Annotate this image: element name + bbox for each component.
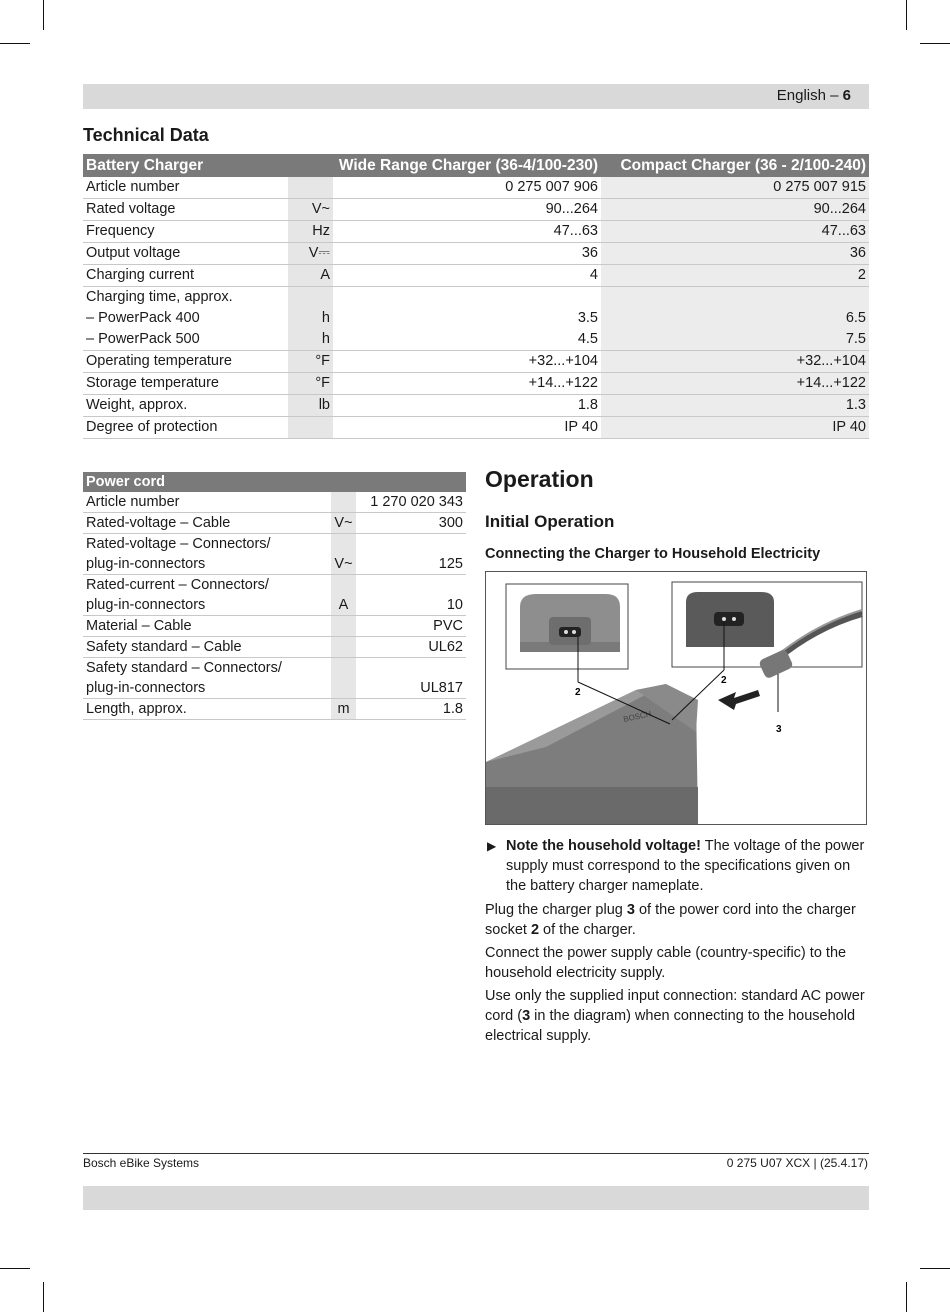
row-label: Operating temperature — [83, 351, 288, 373]
voltage-note — [485, 836, 869, 896]
row-unit: V~ — [331, 513, 356, 534]
table-row — [83, 221, 869, 243]
header-cell: Battery Charger — [83, 154, 288, 177]
row-value-compact: +14...+122 — [601, 373, 869, 395]
table-row-charging-time — [83, 287, 869, 351]
crop-mark — [43, 1282, 44, 1312]
row-value-wide: IP 40 — [333, 417, 601, 439]
crop-mark — [0, 43, 30, 44]
row-unit — [331, 658, 356, 699]
row-label: Weight, approx. — [83, 395, 288, 417]
page-number: 6 — [842, 87, 851, 104]
row-value-compact: 90...264 — [601, 199, 869, 221]
row-unit: A — [288, 265, 333, 287]
row-value-wide: 47...63 — [333, 221, 601, 243]
text-run: of the charger. — [539, 922, 636, 938]
paragraph-plug — [485, 900, 869, 940]
row-value: 300 — [356, 513, 466, 534]
row-value-wide: 0 275 007 906 — [333, 177, 601, 199]
charging-time-label: Charging time, approx. — [86, 289, 233, 305]
table-row — [83, 658, 466, 699]
table-row — [83, 351, 869, 373]
row-label: Frequency — [83, 221, 288, 243]
figure-label-2b: 2 — [721, 675, 727, 686]
connecting-heading: Connecting the Charger to Household Electricity — [485, 546, 821, 562]
table-row — [83, 199, 869, 221]
unit-400: h — [321, 310, 330, 326]
row-value-wide: 1.8 — [333, 395, 601, 417]
row-value: UL62 — [356, 637, 466, 658]
row-value-compact: 0 275 007 915 — [601, 177, 869, 199]
header-separator: – — [825, 87, 843, 104]
row-value-compact — [601, 287, 869, 351]
table-row — [83, 699, 466, 720]
footer-band — [83, 1186, 869, 1210]
voltage-note-text — [506, 836, 869, 896]
crop-mark — [906, 1282, 907, 1312]
value-wide-400: 3.5 — [577, 310, 598, 326]
row-value-compact: IP 40 — [601, 417, 869, 439]
row-label: Material – Cable — [83, 616, 331, 637]
row-value-wide — [333, 287, 601, 351]
svg-text:BOSCH: BOSCH — [622, 709, 653, 724]
table-header-row — [83, 472, 466, 492]
table-row — [83, 265, 869, 287]
row-label: Output voltage — [83, 243, 288, 265]
row-label-line1: Safety standard – Connectors/ — [86, 660, 282, 676]
crop-mark — [43, 0, 44, 30]
table-row — [83, 616, 466, 637]
row-label: Storage temperature — [83, 373, 288, 395]
row-label-line2: plug-in-connectors — [86, 556, 206, 572]
initial-operation-heading: Initial Operation — [485, 512, 615, 531]
row-label: Article number — [83, 492, 331, 513]
row-unit — [288, 287, 333, 351]
row-value-wide: +32...+104 — [333, 351, 601, 373]
row-unit — [331, 492, 356, 513]
figure-label-2a: 2 — [575, 687, 581, 698]
row-value: UL817 — [356, 658, 466, 699]
charging-time-sub-400: – PowerPack 400 — [86, 310, 200, 326]
row-unit: °F — [288, 351, 333, 373]
row-label: Rated voltage — [83, 199, 288, 221]
header-cell — [288, 154, 333, 177]
row-unit — [331, 637, 356, 658]
crop-mark — [920, 43, 950, 44]
row-label: Charging current — [83, 265, 288, 287]
text-run: in the diagram) when connecting to the household electrical supply. — [485, 1008, 856, 1044]
row-value: 1 270 020 343 — [356, 492, 466, 513]
table-row — [83, 534, 466, 575]
row-unit: A — [331, 575, 356, 616]
row-value-compact: 1.3 — [601, 395, 869, 417]
ref-number: 3 — [522, 1008, 531, 1024]
row-value-wide: +14...+122 — [333, 373, 601, 395]
row-value: 10 — [356, 575, 466, 616]
text-run: Plug the charger plug — [485, 902, 627, 918]
charging-time-sub-500: – PowerPack 500 — [86, 331, 200, 347]
table-header-row — [83, 154, 869, 177]
charger-illustration-svg — [486, 572, 866, 824]
header-language: English — [776, 87, 826, 104]
row-label-line2: plug-in-connectors — [86, 680, 206, 696]
power-cord-header: Power cord — [83, 472, 466, 492]
power-cord-table — [83, 472, 466, 720]
row-value-wide: 4 — [333, 265, 601, 287]
row-unit: m — [331, 699, 356, 720]
row-label — [83, 534, 331, 575]
table-row — [83, 395, 869, 417]
row-unit — [331, 616, 356, 637]
text-run: Use only the supplied input connection: standard AC power cord ( — [485, 988, 865, 1024]
row-value: 1.8 — [356, 699, 466, 720]
row-unit: V~ — [288, 199, 333, 221]
row-unit: Hz — [288, 221, 333, 243]
ref-number: 2 — [530, 922, 540, 938]
row-value-wide: 90...264 — [333, 199, 601, 221]
table-row — [83, 492, 466, 513]
footer-divider — [83, 1153, 869, 1154]
row-label-line2: plug-in-connectors — [86, 597, 206, 613]
table-row — [83, 575, 466, 616]
row-value-compact: +32...+104 — [601, 351, 869, 373]
row-unit: V⎓ — [288, 243, 333, 265]
header-cell: Wide Range Charger (36-4/100-230) — [333, 154, 601, 177]
row-value-compact: 2 — [601, 265, 869, 287]
row-value-compact: 36 — [601, 243, 869, 265]
table-row — [83, 243, 869, 265]
row-label: Safety standard – Cable — [83, 637, 331, 658]
row-unit: lb — [288, 395, 333, 417]
row-label: Degree of protection — [83, 417, 288, 439]
crop-mark — [906, 0, 907, 30]
table-row — [83, 417, 869, 439]
footer-doc-number: 0 275 U07 XCX | (25.4.17) — [726, 1156, 868, 1170]
unit-500: h — [321, 331, 330, 347]
row-label: Article number — [83, 177, 288, 199]
voltage-note-body: The voltage of the power supply must correspond to the specifications given on the battery charger nameplate. — [506, 838, 865, 894]
crop-mark — [0, 1268, 30, 1269]
row-unit — [288, 417, 333, 439]
row-label — [83, 658, 331, 699]
table-row — [83, 513, 466, 534]
row-label-line1: Rated-voltage – Connectors/ — [86, 536, 271, 552]
figure-label-3: 3 — [776, 724, 782, 735]
page-header-text — [777, 87, 851, 104]
table-row — [83, 637, 466, 658]
technical-data-table — [83, 154, 869, 439]
row-unit: °F — [288, 373, 333, 395]
operation-heading: Operation — [485, 466, 594, 492]
paragraph-use-only — [485, 986, 869, 1046]
row-label — [83, 575, 331, 616]
value-compact-400: 6.5 — [845, 310, 866, 326]
row-label — [83, 287, 288, 351]
row-unit — [288, 177, 333, 199]
charger-illustration — [485, 571, 867, 825]
bullet-triangle-icon: ▶ — [487, 839, 497, 853]
row-value: 125 — [356, 534, 466, 575]
header-cell: Compact Charger (36 - 2/100-240) — [601, 154, 869, 177]
row-value: PVC — [356, 616, 466, 637]
value-wide-500: 4.5 — [577, 331, 598, 347]
row-label: Rated-voltage – Cable — [83, 513, 331, 534]
row-value-wide: 36 — [333, 243, 601, 265]
page-title: Technical Data — [83, 125, 209, 145]
ref-number: 3 — [626, 902, 635, 918]
row-label-line1: Rated-current – Connectors/ — [86, 577, 269, 593]
text-run: of the power cord into the charger socket — [485, 902, 856, 938]
footer-publisher: Bosch eBike Systems — [83, 1156, 200, 1170]
crop-mark — [920, 1268, 950, 1269]
table-row — [83, 177, 869, 199]
table-row — [83, 373, 869, 395]
voltage-note-bold: Note the household voltage! — [506, 838, 701, 854]
row-value-compact: 47...63 — [601, 221, 869, 243]
row-label: Length, approx. — [83, 699, 331, 720]
paragraph-connect: Connect the power supply cable (country-specific) to the household electricity supply. — [485, 945, 847, 981]
row-unit: V~ — [331, 534, 356, 575]
value-compact-500: 7.5 — [845, 331, 866, 347]
page-header — [83, 84, 869, 109]
